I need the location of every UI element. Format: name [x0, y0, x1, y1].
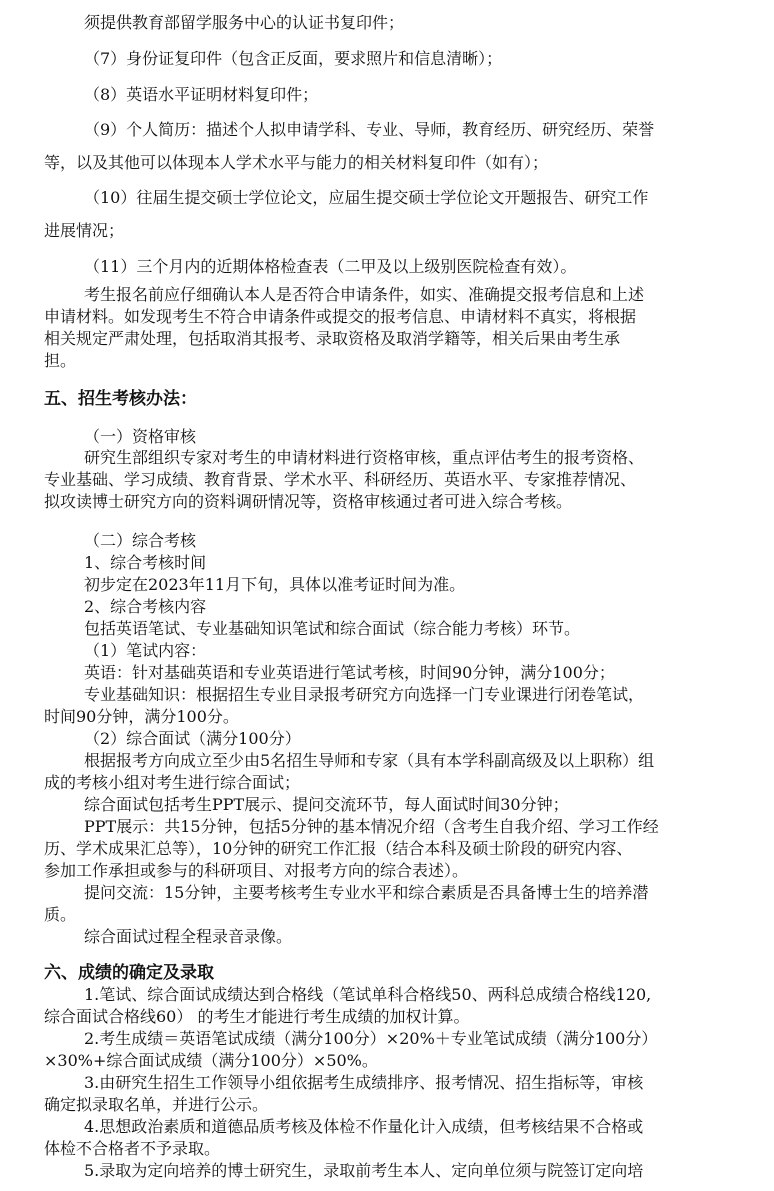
materials-item-10-cont: 进展情况； [44, 221, 125, 240]
materials-item-9-cont: 等，以及其他可以体现本人学术水平与能力的相关材料复印件（如有）； [44, 153, 549, 172]
qualification-review-title: （一）资格审核 [84, 427, 197, 446]
rule-1-line-2: 综合面试合格线60） 的考生才能进行考生成绩的加权计算。 [44, 1007, 470, 1026]
notice-line-4: 担。 [44, 351, 77, 370]
materials-item-11: （11）三个月内的近期体格检查表（二甲及以上级别医院检查有效）。 [84, 257, 577, 276]
professional-test-line-2: 时间90分钟，满分100分。 [44, 707, 239, 726]
rule-4-line-1: 4.思想政治素质和道德品质考核及体检不作量化计入成绩，但考核结果不合格或 [84, 1117, 644, 1136]
comprehensive-assessment-title: （二）综合考核 [84, 531, 197, 550]
materials-item-7: （7）身份证复印件（包含正反面，要求照片和信息清晰）； [84, 49, 503, 68]
written-test-title: （1）笔试内容： [84, 641, 207, 660]
rule-5-line-1: 5.录取为定向培养的博士研究生，录取前考生本人、定向单位须与院签订定向培 [84, 1161, 644, 1180]
section-6-heading: 六、成绩的确定及录取 [44, 963, 214, 983]
qualification-review-line-1: 研究生部组织专家对考生的申请材料进行资格审核，重点评估考生的报考资格、 [84, 448, 645, 467]
rule-3-line-2: 确定拟录取名单，并进行公示。 [44, 1095, 269, 1114]
notice-line-3: 相关规定严肃处理，包括取消其报考、录取资格及取消学籍等，相关后果由考生承 [44, 329, 621, 348]
interview-panel-line-1: 根据报考方向成立至少由5名招生导师和专家（具有本学科副高级及以上职称）组 [84, 751, 655, 770]
qualification-review-line-2: 专业基础、学习成绩、教育背景、学术水平、科研经历、英语水平、专家推荐情况、 [44, 470, 637, 489]
rule-2-line-2: ×30%+综合面试成绩（满分100分）×50%。 [44, 1051, 378, 1070]
rule-4-line-2: 体检不合格者不予录取。 [44, 1139, 221, 1158]
assessment-time-title: 1、综合考核时间 [84, 553, 207, 572]
assessment-content-text: 包括英语笔试、专业基础知识笔试和综合面试（综合能力考核）环节。 [84, 619, 581, 638]
materials-line-1: 须提供教育部留学服务中心的认证书复印件； [84, 13, 405, 32]
materials-item-9: （9）个人简历：描述个人拟申请学科、专业、导师，教育经历、研究经历、荣誉 [84, 120, 655, 139]
ppt-line-2: 历、学术成果汇总等），10分钟的研究工作汇报（结合本科及硕士阶段的研究内容、 [44, 839, 633, 858]
notice-line-2: 申请材料。如发现考生不符合申请条件或提交的报考信息、申请材料不真实，将根据 [44, 307, 637, 326]
interview-panel-line-2: 成的考核小组对考生进行综合面试； [44, 773, 301, 792]
rule-2-line-1: 2.考生成绩＝英语笔试成绩（满分100分）×20%＋专业笔试成绩（满分100分） [84, 1029, 658, 1048]
recording-text: 综合面试过程全程录音录像。 [84, 927, 293, 946]
ppt-line-1: PPT展示：共15分钟，包括5分钟的基本情况介绍（含考生自我介绍、学习工作经 [84, 817, 659, 836]
notice-line-1: 考生报名前应仔细确认本人是否符合申请条件，如实、准确提交报考信息和上述 [84, 285, 645, 304]
interview-title: （2）综合面试（满分100分） [84, 729, 301, 748]
assessment-time-text: 初步定在2023年11月下旬，具体以准考证时间为准。 [84, 575, 466, 594]
materials-item-10: （10）往届生提交硕士学位论文，应届生提交硕士学位论文开题报告、研究工作 [84, 188, 649, 207]
english-test-text: 英语：针对基础英语和专业英语进行笔试考核，时间90分钟，满分100分； [84, 663, 615, 682]
qualification-review-line-3: 拟攻读博士研究方向的资料调研情况等，资格审核通过者可进入综合考核。 [44, 492, 573, 511]
rule-1-line-1: 1.笔试、综合面试成绩达到合格线（笔试单科合格线50、两科总成绩合格线120, [84, 985, 652, 1004]
qa-line-1: 提问交流：15分钟，主要考核考生专业水平和综合素质是否具备博士生的培养潜 [84, 883, 649, 902]
ppt-line-3: 参加工作承担或参与的科研项目、对报考方向的综合表述）。 [44, 861, 469, 880]
materials-item-8: （8）英语水平证明材料复印件； [84, 85, 319, 104]
rule-3-line-1: 3.由研究生招生工作领导小组依据考生成绩排序、报考情况、招生指标等，审核 [84, 1073, 644, 1092]
interview-format-text: 综合面试包括考生PPT展示、提问交流环节，每人面试时间30分钟； [84, 795, 569, 814]
professional-test-line-1: 专业基础知识：根据招生专业目录报考研究方向选择一门专业课进行闭卷笔试， [84, 685, 645, 704]
section-5-heading: 五、招生考核办法： [44, 389, 197, 409]
assessment-content-title: 2、综合考核内容 [84, 597, 207, 616]
qa-line-2: 质。 [44, 905, 77, 924]
